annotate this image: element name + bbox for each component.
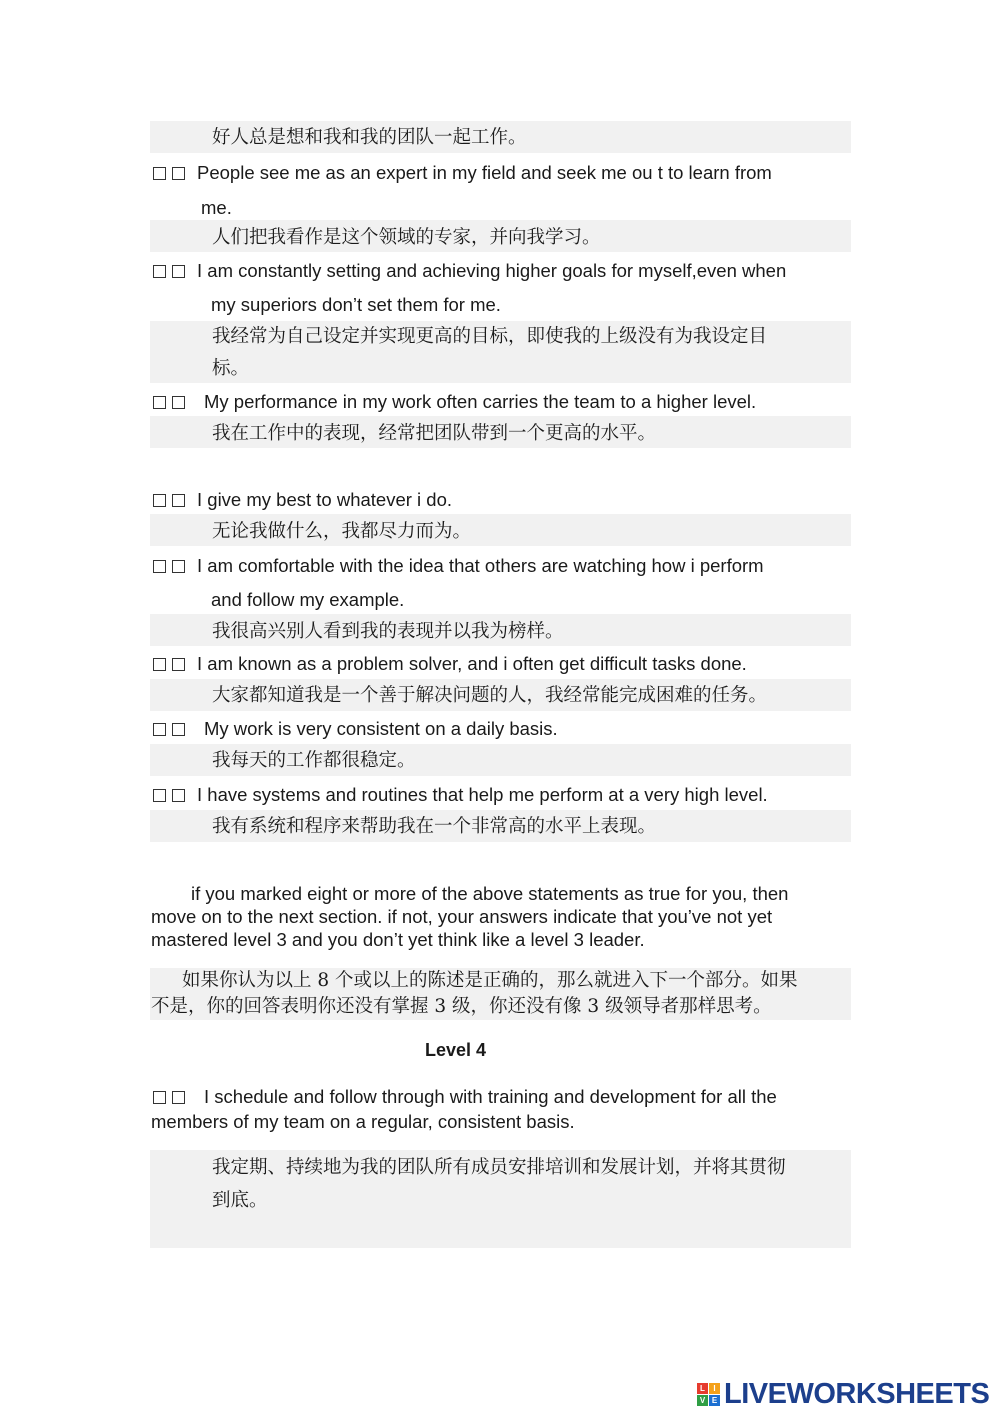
statement-line: my superiors don’t set them for me.	[211, 294, 501, 315]
statement-line: I schedule and follow through with training and development for all the	[204, 1086, 777, 1107]
statement-line: I have systems and routines that help me perform at a very high level.	[197, 784, 768, 805]
statement-line: People see me as an expert in my field and seek me ou t to learn from	[197, 162, 772, 183]
summary-line: if you marked eight or more of the above statements as true for you, then	[191, 883, 789, 904]
translation-line: 标。	[212, 358, 250, 379]
statement-line: My work is very consistent on a daily basis.	[204, 718, 558, 739]
checkbox[interactable]	[172, 1091, 185, 1104]
translation-line: 人们把我看作是这个领域的专家，并向我学习。	[212, 227, 601, 248]
checkbox-pair	[153, 784, 191, 806]
checkbox-pair	[153, 260, 191, 282]
checkbox[interactable]	[153, 167, 166, 180]
translation-line: 到底。	[212, 1190, 268, 1211]
translation-line: 我在工作中的表现，经常把团队带到一个更高的水平。	[212, 423, 657, 444]
summary-translation-line: 不是，你的回答表明你还没有掌握 3 级，你还没有像 3 级领导者那样思考。	[151, 996, 772, 1017]
checkbox[interactable]	[153, 789, 166, 802]
translation-line: 好人总是想和我和我的团队一起工作。	[212, 127, 527, 148]
statement-line: My performance in my work often carries the team to a higher level.	[204, 391, 757, 412]
checkbox[interactable]	[153, 560, 166, 573]
checkbox[interactable]	[172, 723, 185, 736]
translation-line: 我每天的工作都很稳定。	[212, 750, 416, 771]
checkbox[interactable]	[153, 658, 166, 671]
summary-line: move on to the next section. if not, your answers indicate that you’ve not yet	[151, 906, 773, 927]
checkbox-pair	[153, 489, 191, 511]
statement-line: I am comfortable with the idea that others are watching how i perform	[197, 555, 764, 576]
statement-line: and follow my example.	[211, 589, 405, 610]
liveworksheets-logo[interactable]	[697, 1378, 989, 1410]
statement-line: I am constantly setting and achieving higher goals for myself,even when	[197, 260, 787, 281]
checkbox[interactable]	[172, 658, 185, 671]
checkbox[interactable]	[153, 494, 166, 507]
logo-text: LIVEWORKSHEETS	[724, 1377, 990, 1410]
summary-translation-line: 如果你认为以上 8 个或以上的陈述是正确的，那么就进入下一个部分。如果	[182, 970, 798, 991]
translation-line: 我定期、持续地为我的团队所有成员安排培训和发展计划，并将其贯彻	[212, 1157, 786, 1178]
checkbox[interactable]	[172, 560, 185, 573]
logo-mark-cell: I	[709, 1383, 720, 1394]
checkbox-pair	[153, 718, 191, 740]
checkbox[interactable]	[172, 396, 185, 409]
logo-mark-icon	[697, 1383, 720, 1406]
checkbox[interactable]	[172, 494, 185, 507]
statement-line: I give my best to whatever i do.	[197, 489, 453, 510]
statement-line: I am known as a problem solver, and i often get difficult tasks done.	[197, 653, 747, 674]
summary-line: mastered level 3 and you don’t yet think like a level 3 leader.	[151, 929, 645, 950]
statement-line: me.	[201, 197, 232, 218]
checkbox[interactable]	[172, 167, 185, 180]
translation-line: 我经常为自己设定并实现更高的目标，即使我的上级没有为我设定目	[212, 326, 768, 347]
checkbox[interactable]	[153, 265, 166, 278]
statement-line: members of my team on a regular, consistent basis.	[151, 1111, 575, 1132]
logo-mark-cell: V	[697, 1395, 708, 1406]
logo-mark-cell: L	[697, 1383, 708, 1394]
section-heading: Level 4	[425, 1040, 487, 1060]
logo-mark-cell: E	[709, 1395, 720, 1406]
checkbox-pair	[153, 162, 191, 184]
checkbox[interactable]	[153, 1091, 166, 1104]
checkbox[interactable]	[172, 265, 185, 278]
checkbox[interactable]	[153, 396, 166, 409]
translation-line: 大家都知道我是一个善于解决问题的人，我经常能完成困难的任务。	[212, 685, 768, 706]
checkbox-pair	[153, 555, 191, 577]
checkbox-pair	[153, 1086, 191, 1108]
translation-line: 我很高兴别人看到我的表现并以我为榜样。	[212, 621, 564, 642]
checkbox[interactable]	[172, 789, 185, 802]
checkbox-pair	[153, 391, 191, 413]
translation-line: 我有系统和程序来帮助我在一个非常高的水平上表现。	[212, 816, 657, 837]
translation-line: 无论我做什么，我都尽力而为。	[212, 521, 472, 542]
checkbox-pair	[153, 653, 191, 675]
checkbox[interactable]	[153, 723, 166, 736]
